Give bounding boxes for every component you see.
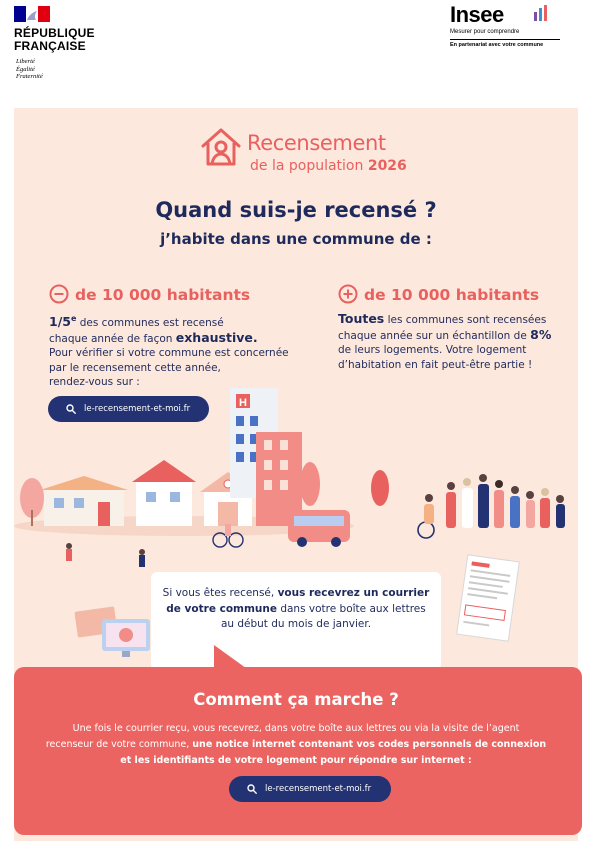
insee-wordmark <box>450 4 562 26</box>
how-line1: Une fois le courrier reçu, vous recevrez, dans votre boîte aux lettres ou via la visite de l’agent <box>72 723 520 734</box>
recensement-link-label-bottom: le-recensement-et-moi.fr <box>265 784 372 794</box>
campaign-subtitle <box>250 158 407 174</box>
right-bold-start: Toutes <box>338 311 385 326</box>
right-column-text <box>338 312 578 372</box>
insee-bars-icon <box>534 5 548 21</box>
insee-divider <box>450 39 560 40</box>
left-column-title-text: de 10 000 habitants <box>75 286 251 304</box>
town-illustration <box>14 380 578 580</box>
left-column-title <box>49 284 250 306</box>
left-fraction-value: 1/5 <box>49 314 71 330</box>
left-line1: des communes est recensé <box>76 317 224 330</box>
republique-line2: FRANÇAISE <box>14 39 86 53</box>
motto-egalite: Égalité <box>16 65 35 73</box>
motto-liberte: Liberté <box>16 58 35 65</box>
republique-line1: RÉPUBLIQUE <box>14 26 95 40</box>
house-person-icon <box>200 126 242 168</box>
minus-circle-icon <box>49 284 69 304</box>
main-question: Quand suis-je recensé ? <box>155 198 437 222</box>
computer-screen-icon <box>72 603 154 661</box>
right-line4: d’habitation en fait peut-être partie ! <box>338 358 533 371</box>
right-column-title <box>338 284 539 306</box>
left-fraction <box>49 314 76 329</box>
how-it-works-text <box>36 721 556 769</box>
mail-part5: au début du mois de janvier. <box>220 618 372 630</box>
campaign-subtitle-text: de la population <box>250 158 364 174</box>
insee-tagline: Mesurer pour comprendre <box>450 29 520 35</box>
insee-wordmark-text: Insee <box>450 2 504 27</box>
how-line2: recenseur de votre commune, <box>45 739 193 750</box>
republique-name <box>14 27 95 53</box>
insee-partner: En partenariat avec votre commune <box>450 42 544 48</box>
left-line5: rendez-vous sur : <box>49 376 140 389</box>
mail-part3: de votre commune <box>166 602 277 615</box>
campaign-year: 2026 <box>367 158 407 174</box>
right-column-title-text: de 10 000 habitants <box>364 286 540 304</box>
mail-part2: vous recevrez un courrier <box>277 587 430 599</box>
how-it-works-title: Comment ça marche ? <box>193 690 399 709</box>
right-line2: chaque année sur un échantillon de <box>338 329 531 342</box>
recensement-link-label: le-recensement-et-moi.fr <box>84 404 191 414</box>
svg-text:H: H <box>239 397 247 409</box>
plus-circle-icon <box>338 284 358 304</box>
left-column-text <box>49 312 319 390</box>
right-line1: les communes sont recensées <box>384 314 547 326</box>
marianne-flag-icon <box>14 6 50 22</box>
mail-part1: Si vous êtes recensé, <box>162 587 278 599</box>
motto-fraternite: Fraternité <box>16 73 43 80</box>
left-line2-bold: exhaustive. <box>175 329 258 345</box>
campaign-title: Recensement <box>247 131 386 155</box>
people-group <box>418 474 565 538</box>
right-line3: de leurs logements. Votre logement <box>338 344 527 356</box>
left-line2: chaque année de façon <box>49 332 176 345</box>
search-icon <box>247 784 257 794</box>
letter-icon <box>454 552 522 644</box>
mail-info-text <box>151 586 441 633</box>
main-subquestion: j’habite dans une commune de : <box>160 230 432 248</box>
right-line2-bold: 8% <box>530 326 552 342</box>
republique-motto <box>16 58 43 81</box>
insee-logo <box>450 4 562 48</box>
left-line3: Pour vérifier si votre commune est concernée <box>49 347 289 360</box>
how-line3-bold: et les identifiants de votre logement pour répondre sur internet : <box>120 755 472 766</box>
how-line2-bold: une notice internet contenant vos codes personnels de connexion <box>192 739 547 750</box>
recensement-link-button-bottom[interactable] <box>229 776 391 802</box>
left-fraction-sup: e <box>70 314 77 323</box>
mail-part4: dans votre boîte aux lettres <box>276 602 426 615</box>
left-line4: par le recensement cette année, <box>49 361 221 374</box>
